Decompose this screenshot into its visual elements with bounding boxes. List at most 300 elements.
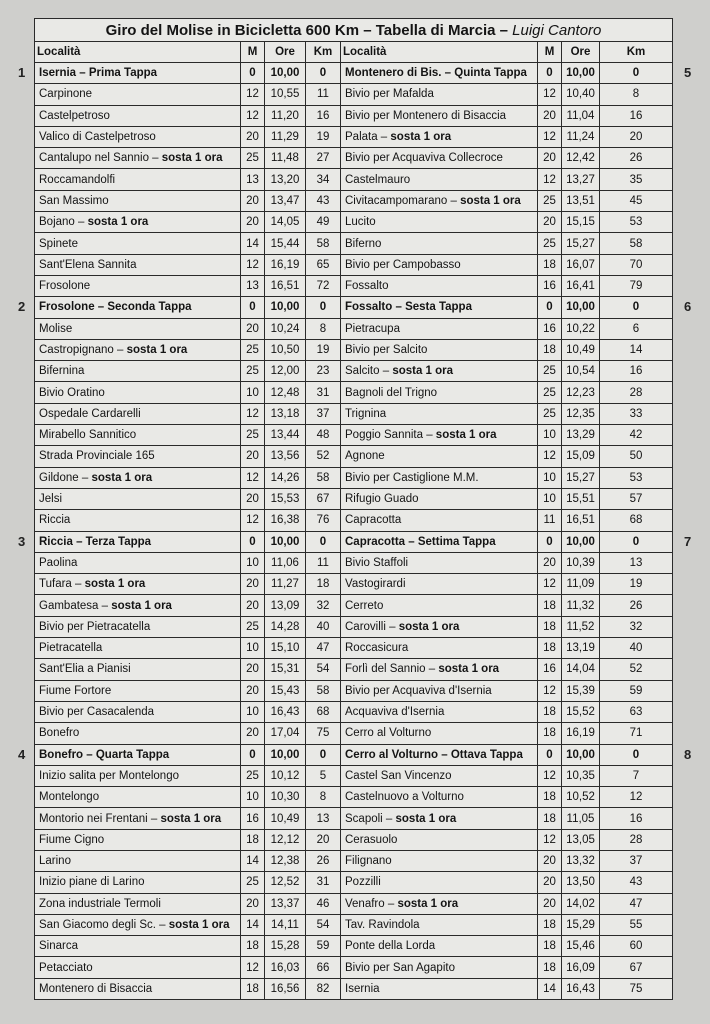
m-cell: 25 <box>538 382 562 403</box>
stage-number-right: 8 <box>684 746 692 762</box>
km-cell: 52 <box>306 446 341 467</box>
location-name: Castelnuovo a Volturno <box>345 791 464 804</box>
location-cell <box>35 957 241 978</box>
location-name: Fossalto <box>345 280 389 293</box>
location-cell <box>341 275 538 296</box>
ore-cell: 10,24 <box>265 318 306 339</box>
ore-cell: 11,24 <box>562 126 600 147</box>
location-name: Fiume Fortore <box>39 684 112 697</box>
m-cell: 14 <box>241 914 265 935</box>
rest-note: sosta 1 ora <box>91 471 153 484</box>
location-name: Bivio per Mafalda <box>345 88 434 101</box>
m-cell: 16 <box>538 318 562 339</box>
m-cell: 18 <box>538 723 562 744</box>
km-cell: 75 <box>600 978 673 999</box>
ore-cell: 11,29 <box>265 126 306 147</box>
ore-cell: 16,19 <box>265 254 306 275</box>
itinerary-sheet <box>34 18 672 1000</box>
table-row <box>35 63 673 84</box>
location-cell <box>35 978 241 999</box>
itinerary-body <box>35 63 673 1000</box>
location-name: Jelsi <box>39 493 63 506</box>
location-cell <box>341 680 538 701</box>
m-cell: 11 <box>538 510 562 531</box>
location-name: Roccamandolfi <box>39 173 116 186</box>
km-cell: 68 <box>600 510 673 531</box>
ore-cell: 12,42 <box>562 148 600 169</box>
location-cell <box>341 531 538 552</box>
km-cell: 47 <box>600 893 673 914</box>
ore-cell: 10,00 <box>562 297 600 318</box>
rest-note: sosta 1 ora <box>392 365 454 378</box>
location-name: Montorio nei Frentani – <box>39 812 161 825</box>
m-cell: 20 <box>241 574 265 595</box>
location-cell <box>341 574 538 595</box>
ore-cell: 16,38 <box>265 510 306 531</box>
km-cell: 13 <box>306 808 341 829</box>
m-cell: 12 <box>538 126 562 147</box>
page-title: Giro del Molise in Bicicletta 600 Km – Tabella di Marcia – Luigi Cantoro <box>35 19 673 42</box>
location-name: Riccia – Terza Tappa <box>39 535 152 548</box>
location-name: Venafro – <box>345 897 398 910</box>
km-cell: 0 <box>306 63 341 84</box>
km-cell: 60 <box>600 936 673 957</box>
km-cell: 23 <box>306 361 341 382</box>
km-cell: 34 <box>306 169 341 190</box>
location-name: Bivio per Campobasso <box>345 258 461 271</box>
km-cell: 52 <box>600 659 673 680</box>
m-cell: 13 <box>241 275 265 296</box>
location-cell <box>35 531 241 552</box>
ore-cell: 10,22 <box>562 318 600 339</box>
m-cell: 20 <box>241 446 265 467</box>
km-cell: 76 <box>306 510 341 531</box>
ore-cell: 10,49 <box>562 339 600 360</box>
table-row <box>35 765 673 786</box>
location-name: Frosolone – Seconda Tappa <box>39 301 192 314</box>
km-cell: 58 <box>600 233 673 254</box>
location-cell <box>35 893 241 914</box>
km-cell: 54 <box>306 659 341 680</box>
location-cell <box>35 850 241 871</box>
location-cell <box>35 425 241 446</box>
m-cell: 25 <box>241 361 265 382</box>
location-name: Spinete <box>39 237 79 250</box>
m-cell: 16 <box>538 275 562 296</box>
km-cell: 26 <box>600 595 673 616</box>
location-name: Gambatesa – <box>39 599 112 612</box>
km-cell: 59 <box>600 680 673 701</box>
m-cell: 10 <box>241 382 265 403</box>
km-cell: 53 <box>600 467 673 488</box>
location-name: Bivio per Montenero di Bisaccia <box>345 109 507 122</box>
location-cell <box>35 190 241 211</box>
ore-cell: 16,43 <box>562 978 600 999</box>
km-cell: 48 <box>306 425 341 446</box>
location-cell <box>341 488 538 509</box>
location-cell <box>341 382 538 403</box>
table-row <box>35 446 673 467</box>
table-row <box>35 275 673 296</box>
location-name: Pozzilli <box>345 876 381 889</box>
ore-cell: 11,05 <box>562 808 600 829</box>
ore-cell: 12,35 <box>562 403 600 424</box>
ore-cell: 13,47 <box>265 190 306 211</box>
location-cell <box>341 936 538 957</box>
table-row <box>35 893 673 914</box>
location-cell <box>341 254 538 275</box>
ore-cell: 15,53 <box>265 488 306 509</box>
km-cell: 70 <box>600 254 673 275</box>
col-header-localita: Località <box>35 42 241 63</box>
location-name: Rifugio Guado <box>345 493 419 506</box>
km-cell: 67 <box>306 488 341 509</box>
m-cell: 12 <box>241 254 265 275</box>
ore-cell: 10,54 <box>562 361 600 382</box>
table-row <box>35 680 673 701</box>
table-row <box>35 829 673 850</box>
location-cell <box>341 701 538 722</box>
km-cell: 16 <box>600 808 673 829</box>
ore-cell: 11,48 <box>265 148 306 169</box>
m-cell: 12 <box>538 84 562 105</box>
ore-cell: 11,52 <box>562 616 600 637</box>
m-cell: 20 <box>538 552 562 573</box>
location-name: Inizio salita per Montelongo <box>39 769 179 782</box>
m-cell: 0 <box>538 297 562 318</box>
location-cell <box>35 63 241 84</box>
location-name: Sinarca <box>39 940 78 953</box>
ore-cell: 10,50 <box>265 339 306 360</box>
km-cell: 58 <box>306 467 341 488</box>
location-name: Cantalupo nel Sannio – <box>39 152 162 165</box>
km-cell: 46 <box>306 893 341 914</box>
location-name: Castelmauro <box>345 173 411 186</box>
ore-cell: 16,51 <box>562 510 600 531</box>
km-cell: 7 <box>600 765 673 786</box>
ore-cell: 16,03 <box>265 957 306 978</box>
location-name: Zona industriale Termoli <box>39 897 161 910</box>
rest-note: sosta 1 ora <box>395 812 457 825</box>
m-cell: 18 <box>538 787 562 808</box>
col-header-ore: Ore <box>265 42 306 63</box>
km-cell: 8 <box>306 787 341 808</box>
location-name: Cerro al Volturno – Ottava Tappa <box>345 748 523 761</box>
table-row <box>35 616 673 637</box>
km-cell: 0 <box>306 297 341 318</box>
location-cell <box>35 339 241 360</box>
m-cell: 20 <box>241 659 265 680</box>
ore-cell: 13,51 <box>562 190 600 211</box>
ore-cell: 15,39 <box>562 680 600 701</box>
ore-cell: 15,09 <box>562 446 600 467</box>
location-cell <box>341 169 538 190</box>
ore-cell: 13,05 <box>562 829 600 850</box>
location-name: Inizio piane di Larino <box>39 876 145 889</box>
location-cell <box>341 659 538 680</box>
location-name: Bivio per San Agapito <box>345 961 455 974</box>
rest-note: sosta 1 ora <box>435 429 497 442</box>
location-cell <box>341 638 538 659</box>
rest-note: sosta 1 ora <box>87 216 149 229</box>
rest-note: sosta 1 ora <box>160 812 222 825</box>
km-cell: 14 <box>600 339 673 360</box>
table-row <box>35 425 673 446</box>
ore-cell: 10,52 <box>562 787 600 808</box>
table-row <box>35 787 673 808</box>
rest-note: sosta 1 ora <box>397 897 459 910</box>
m-cell: 12 <box>241 467 265 488</box>
m-cell: 12 <box>241 510 265 531</box>
location-name: Frosolone <box>39 280 91 293</box>
location-cell <box>341 744 538 765</box>
km-cell: 53 <box>600 212 673 233</box>
m-cell: 25 <box>241 148 265 169</box>
rest-note: sosta 1 ora <box>84 578 146 591</box>
m-cell: 18 <box>241 936 265 957</box>
table-row <box>35 403 673 424</box>
km-cell: 45 <box>600 190 673 211</box>
location-cell <box>35 212 241 233</box>
km-cell: 8 <box>306 318 341 339</box>
m-cell: 12 <box>538 574 562 595</box>
m-cell: 12 <box>241 84 265 105</box>
ore-cell: 10,35 <box>562 765 600 786</box>
km-cell: 0 <box>600 531 673 552</box>
location-cell <box>35 169 241 190</box>
ore-cell: 11,27 <box>265 574 306 595</box>
location-name: Biferno <box>345 237 382 250</box>
ore-cell: 10,00 <box>265 297 306 318</box>
m-cell: 12 <box>538 680 562 701</box>
m-cell: 18 <box>538 914 562 935</box>
location-cell <box>35 914 241 935</box>
ore-cell: 12,38 <box>265 850 306 871</box>
table-row <box>35 595 673 616</box>
ore-cell: 15,51 <box>562 488 600 509</box>
ore-cell: 16,19 <box>562 723 600 744</box>
km-cell: 57 <box>600 488 673 509</box>
km-cell: 31 <box>306 872 341 893</box>
m-cell: 25 <box>241 425 265 446</box>
km-cell: 20 <box>600 126 673 147</box>
location-name: San Massimo <box>39 194 109 207</box>
location-cell <box>341 829 538 850</box>
location-cell <box>341 446 538 467</box>
location-name: Bivio per Acquaviva d'Isernia <box>345 684 492 697</box>
location-name: Isernia <box>345 982 380 995</box>
location-name: Pietracatella <box>39 642 103 655</box>
location-cell <box>35 680 241 701</box>
m-cell: 18 <box>538 701 562 722</box>
location-cell <box>341 297 538 318</box>
location-cell <box>35 723 241 744</box>
location-name: Riccia <box>39 514 71 527</box>
rest-note: sosta 1 ora <box>161 152 223 165</box>
ore-cell: 13,56 <box>265 446 306 467</box>
location-name: Roccasicura <box>345 642 409 655</box>
ore-cell: 15,43 <box>265 680 306 701</box>
location-name: Montenero di Bisaccia <box>39 982 153 995</box>
table-row <box>35 936 673 957</box>
location-cell <box>341 552 538 573</box>
ore-cell: 16,51 <box>265 275 306 296</box>
table-row <box>35 914 673 935</box>
location-name: Carpinone <box>39 88 93 101</box>
location-cell <box>35 765 241 786</box>
ore-cell: 14,28 <box>265 616 306 637</box>
location-cell <box>341 425 538 446</box>
ore-cell: 12,00 <box>265 361 306 382</box>
location-cell <box>35 318 241 339</box>
location-cell <box>341 616 538 637</box>
location-cell <box>341 126 538 147</box>
stage-number-left: 4 <box>18 746 26 762</box>
location-cell <box>341 148 538 169</box>
location-name: Filignano <box>345 855 392 868</box>
location-name: Tufara – <box>39 578 85 591</box>
table-row <box>35 233 673 254</box>
table-row <box>35 552 673 573</box>
location-name: Poggio Sannita – <box>345 429 436 442</box>
location-name: Petacciato <box>39 961 93 974</box>
table-row <box>35 169 673 190</box>
location-cell <box>341 403 538 424</box>
ore-cell: 13,32 <box>562 850 600 871</box>
m-cell: 25 <box>241 339 265 360</box>
location-name: Bivio Staffoli <box>345 556 409 569</box>
location-name: Sant'Elia a Pianisi <box>39 663 131 676</box>
table-row <box>35 212 673 233</box>
ore-cell: 17,04 <box>265 723 306 744</box>
location-cell <box>341 914 538 935</box>
location-cell <box>341 190 538 211</box>
location-cell <box>35 403 241 424</box>
col-header-m: M <box>538 42 562 63</box>
km-cell: 43 <box>600 872 673 893</box>
ore-cell: 10,49 <box>265 808 306 829</box>
table-row <box>35 723 673 744</box>
location-cell <box>35 701 241 722</box>
km-cell: 0 <box>600 744 673 765</box>
location-name: Cerasuolo <box>345 833 398 846</box>
ore-cell: 16,43 <box>265 701 306 722</box>
table-row <box>35 850 673 871</box>
m-cell: 0 <box>538 63 562 84</box>
location-name: Bojano – <box>39 216 88 229</box>
ore-cell: 16,41 <box>562 275 600 296</box>
m-cell: 20 <box>538 105 562 126</box>
location-cell <box>341 808 538 829</box>
location-cell <box>341 978 538 999</box>
ore-cell: 14,11 <box>265 914 306 935</box>
col-header-km: Km <box>600 42 673 63</box>
m-cell: 25 <box>241 765 265 786</box>
rest-note: sosta 1 ora <box>168 919 230 932</box>
location-cell <box>35 659 241 680</box>
table-row <box>35 105 673 126</box>
col-header-m: M <box>241 42 265 63</box>
table-row <box>35 574 673 595</box>
km-cell: 26 <box>306 850 341 871</box>
location-name: Bonefro <box>39 727 80 740</box>
km-cell: 59 <box>306 936 341 957</box>
m-cell: 12 <box>538 446 562 467</box>
m-cell: 14 <box>538 978 562 999</box>
col-header-km: Km <box>306 42 341 63</box>
ore-cell: 13,44 <box>265 425 306 446</box>
location-cell <box>35 787 241 808</box>
km-cell: 40 <box>600 638 673 659</box>
km-cell: 35 <box>600 169 673 190</box>
km-cell: 58 <box>306 233 341 254</box>
table-row <box>35 84 673 105</box>
km-cell: 79 <box>600 275 673 296</box>
location-cell <box>35 616 241 637</box>
m-cell: 12 <box>538 169 562 190</box>
m-cell: 18 <box>538 616 562 637</box>
location-name: Gildone – <box>39 471 92 484</box>
location-cell <box>35 595 241 616</box>
location-cell <box>35 297 241 318</box>
km-cell: 0 <box>306 744 341 765</box>
km-cell: 68 <box>306 701 341 722</box>
ore-cell: 15,28 <box>265 936 306 957</box>
m-cell: 25 <box>538 403 562 424</box>
table-row <box>35 488 673 509</box>
location-cell <box>35 148 241 169</box>
location-name: Bivio Oratino <box>39 386 105 399</box>
ore-cell: 13,20 <box>265 169 306 190</box>
location-cell <box>35 744 241 765</box>
km-cell: 49 <box>306 212 341 233</box>
m-cell: 10 <box>241 552 265 573</box>
stage-number-left: 1 <box>18 64 26 80</box>
location-name: Capracotta – Settima Tappa <box>345 535 496 548</box>
location-cell <box>341 63 538 84</box>
m-cell: 25 <box>241 872 265 893</box>
m-cell: 18 <box>538 957 562 978</box>
location-cell <box>341 233 538 254</box>
author: Luigi Cantoro <box>512 21 602 39</box>
km-cell: 19 <box>306 339 341 360</box>
m-cell: 25 <box>538 361 562 382</box>
table-row <box>35 957 673 978</box>
col-header-localita: Località <box>341 42 538 63</box>
ore-cell: 15,52 <box>562 701 600 722</box>
location-cell <box>341 361 538 382</box>
km-cell: 18 <box>306 574 341 595</box>
location-cell <box>35 936 241 957</box>
km-cell: 31 <box>306 382 341 403</box>
m-cell: 0 <box>241 531 265 552</box>
ore-cell: 11,20 <box>265 105 306 126</box>
m-cell: 20 <box>538 872 562 893</box>
location-name: Paolina <box>39 556 78 569</box>
location-name: Molise <box>39 322 73 335</box>
location-cell <box>341 510 538 531</box>
ore-cell: 15,31 <box>265 659 306 680</box>
location-cell <box>341 467 538 488</box>
m-cell: 18 <box>538 638 562 659</box>
km-cell: 71 <box>600 723 673 744</box>
ore-cell: 11,32 <box>562 595 600 616</box>
location-name: Castelpetroso <box>39 109 110 122</box>
km-cell: 33 <box>600 403 673 424</box>
ore-cell: 13,09 <box>265 595 306 616</box>
location-cell <box>35 552 241 573</box>
location-name: Ospedale Cardarelli <box>39 407 141 420</box>
